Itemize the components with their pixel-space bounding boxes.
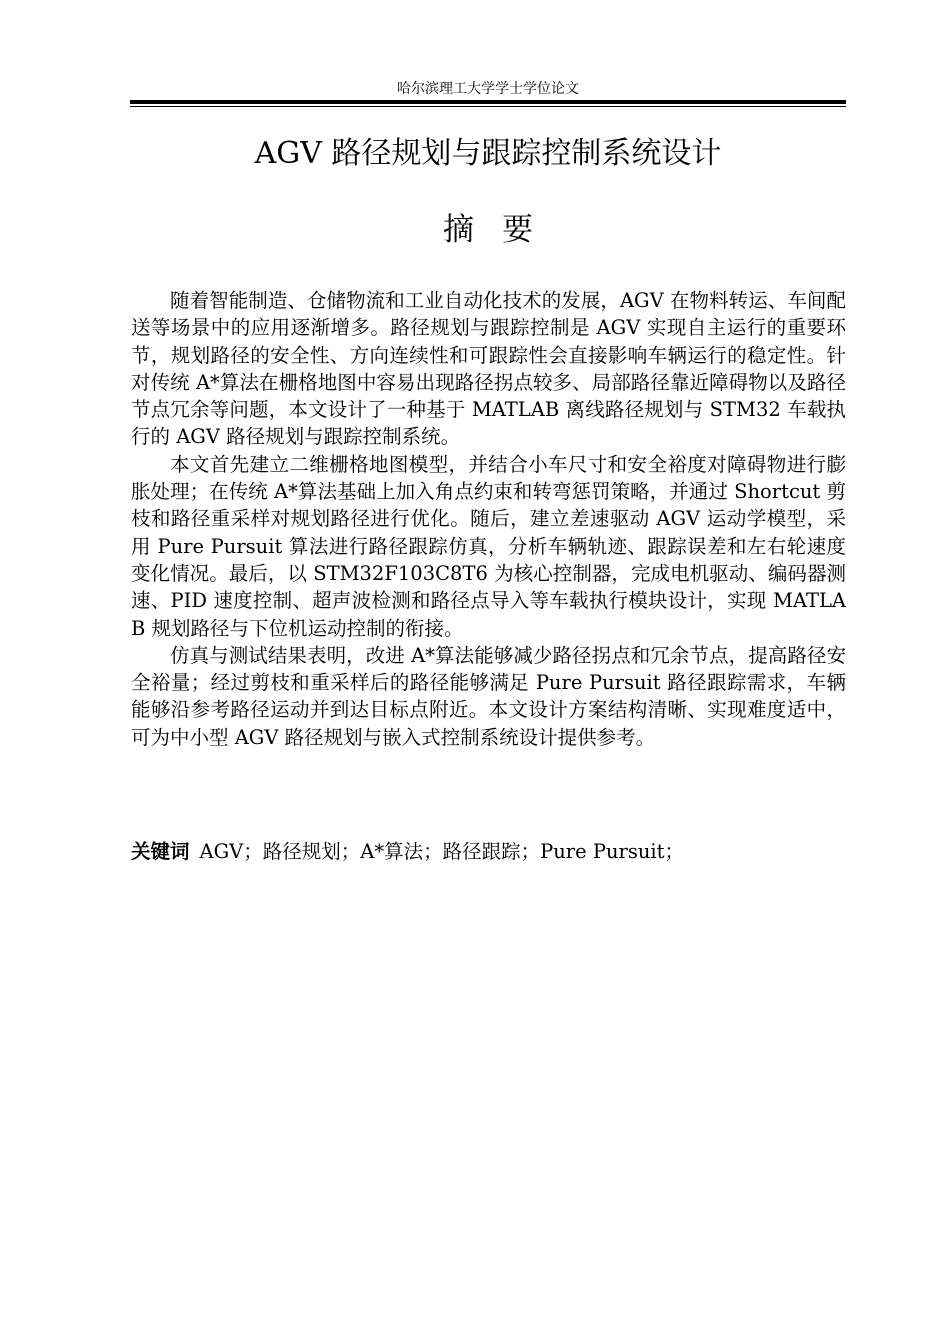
abstract-heading: 摘要 <box>443 212 561 248</box>
keywords-label: 关键词 <box>131 840 190 863</box>
header-rule-thin <box>130 106 846 107</box>
abstract-paragraph-2: 本文首先建立二维栅格地图模型，并结合小车尺寸和安全裕度对障碍物进行膨胀处理；在传统 A*算法基础上加入角点约束和转弯惩罚策略，并通过 Shortcut 剪枝和路径重采样对规划路径进行优化。随后，建立差速驱动 AGV 运动学模型，采用 Pure Pursuit 算法进行路径跟踪仿真，分析车辆轨迹、跟踪误差和左右轮速度变化情况。最后，以 STM32F103C8T6 为核心控制器，完成电机驱动、编码器测速、PID 速度控制、超声波检测和路径点导入等车载执行模块设计，实现 MATLAB 规划路径与下位机运动控制的衔接。 <box>131 452 846 640</box>
abstract-paragraph-1: 随着智能制造、仓储物流和工业自动化技术的发展，AGV 在物料转运、车间配送等场景中的应用逐渐增多。路径规划与跟踪控制是 AGV 实现自主运行的重要环节，规划路径的安全性、方向连续性和可跟踪性会直接影响车辆运行的稳定性。针对传统 A*算法在栅格地图中容易出现路径拐点较多、局部路径靠近障碍物以及路径节点冗余等问题，本文设计了一种基于 MATLAB 离线路径规划与 STM32 车载执行的 AGV 路径规划与跟踪控制系统。 <box>131 289 846 449</box>
running-header: 哈尔滨理工大学学士学位论文 <box>397 81 579 97</box>
header-rule-thick <box>130 100 846 104</box>
keywords-line <box>131 838 846 865</box>
thesis-title: AGV 路径规划与跟踪控制系统设计 <box>254 136 722 171</box>
keywords-text: AGV；路径规划；A*算法；路径跟踪；Pure Pursuit； <box>199 840 684 863</box>
abstract-body <box>131 287 846 751</box>
abstract-paragraph-3: 仿真与测试结果表明，改进 A*算法能够减少路径拐点和冗余节点，提高路径安全裕量；经过剪枝和重采样后的路径能够满足 Pure Pursuit 路径跟踪需求，车辆能够沿参考路径运动并到达目标点附近。本文设计方案结构清晰、实现难度适中，可为中小型 AGV 路径规划与嵌入式控制系统设计提供参考。 <box>131 643 846 749</box>
